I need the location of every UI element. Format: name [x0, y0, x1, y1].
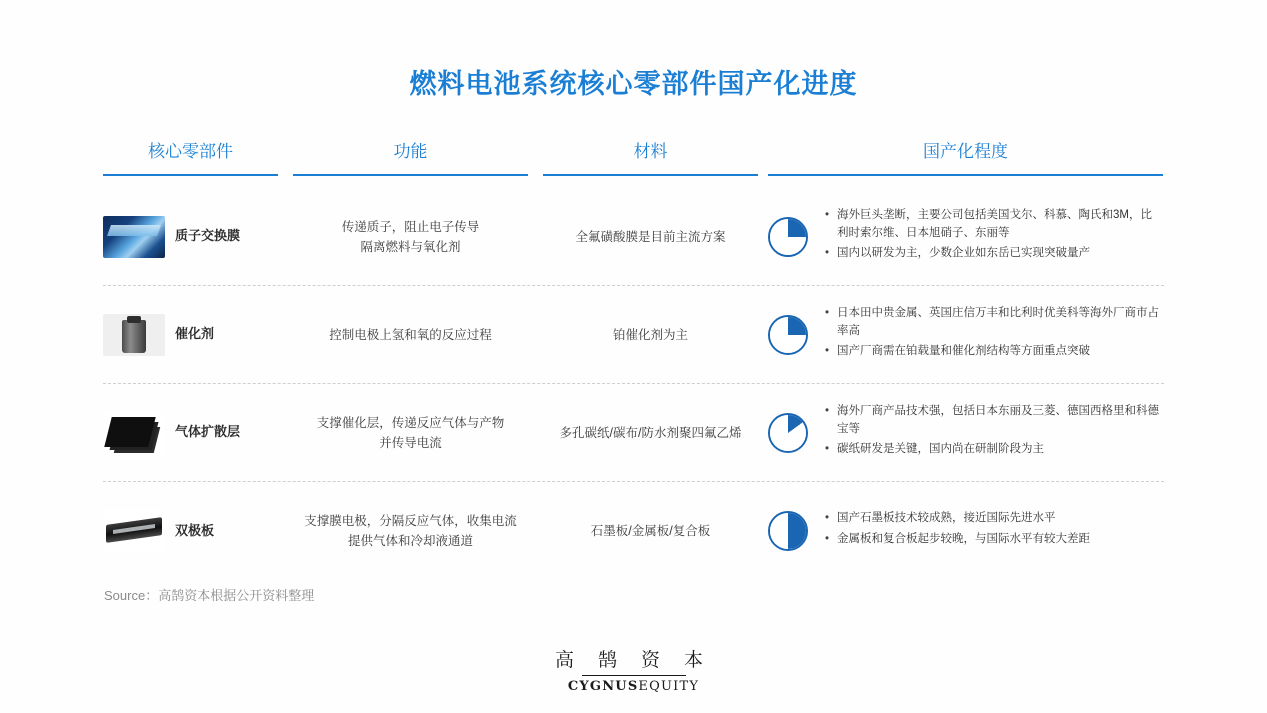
function-line: 支撑膜电极，分隔反应气体，收集电流 [304, 514, 517, 528]
cell-core-part [103, 510, 278, 552]
logo-english-bold: CYGNUS [567, 679, 639, 694]
cell-function [293, 217, 528, 257]
catalyst-bottle-thumbnail-icon [103, 314, 165, 356]
logo-english-rest: EQUITY [638, 679, 700, 694]
header-material [543, 137, 758, 188]
header-localization [768, 137, 1163, 188]
page-title: 燃料电池系统核心零部件国产化进度 [409, 69, 858, 99]
cell-material: 全氟磺酸膜是目前主流方案 [575, 229, 726, 244]
function-line: 并传导电流 [379, 435, 442, 450]
list-item: • 碳纸研发是关键，国内尚在研制阶段为主 [837, 441, 1163, 459]
cell-material: 石墨板/金属板/复合板 [590, 524, 711, 538]
function-line: 提供气体和冷却液通道 [347, 534, 473, 548]
list-item: • 海外厂商产品技术强，包括日本东丽及三菱、德国西格里和科德宝等 [837, 403, 1163, 439]
table-row [103, 384, 1164, 482]
pie-chart-icon [768, 413, 808, 453]
pie-wedge [770, 415, 806, 451]
membrane-thumbnail-icon [103, 216, 165, 258]
logo-divider [582, 675, 686, 676]
header-core-part [103, 137, 278, 188]
header-material-label: 材料 [633, 142, 668, 161]
cell-function [293, 511, 528, 551]
gas-diffusion-layer-thumbnail-icon [103, 412, 165, 454]
list-item: • 国产石墨板技术较成熟，接近国际先进水平 [837, 510, 1090, 528]
cell-localization [768, 510, 1163, 552]
pie-chart-icon [768, 315, 808, 355]
list-item: • 海外巨头垄断，主要公司包括美国戈尔、科慕、陶氏和3M，比利时索尔维、日本旭硝子、东丽等 [837, 207, 1163, 243]
header-rule [768, 174, 1163, 176]
company-logo [0, 645, 1267, 694]
header-rule [293, 174, 528, 176]
list-item: • 日本田中贵金属、英国庄信万丰和比利时优美科等海外厂商市占率高 [837, 305, 1163, 341]
header-rule [103, 174, 278, 176]
header-function [293, 137, 528, 188]
cell-core-part [103, 412, 278, 454]
list-item: • 国内以研发为主，少数企业如东岳已实现突破量产 [837, 245, 1163, 263]
cell-material: 多孔碳纸/碳布/防水剂聚四氟乙烯 [559, 425, 742, 440]
pie-chart-icon [768, 217, 808, 257]
cell-core-part [103, 216, 278, 258]
bipolar-plate-thumbnail-icon [103, 510, 165, 552]
table-header-row [103, 137, 1164, 188]
part-label: 质子交换膜 [175, 228, 241, 244]
source-note: Source：高鹄资本根据公开资料整理 [104, 588, 315, 603]
table-row [103, 188, 1164, 286]
list-item: • 金属板和复合板起步较晚，与国际水平有较大差距 [837, 531, 1090, 549]
localization-bullets [822, 510, 1090, 552]
cell-localization [768, 305, 1163, 364]
localization-bullets [822, 207, 1163, 266]
localization-bullets [822, 305, 1163, 364]
header-core-part-label: 核心零部件 [148, 142, 233, 161]
pie-wedge [770, 317, 806, 353]
cell-function [293, 413, 528, 453]
function-line: 隔离燃料与氧化剂 [360, 239, 461, 254]
localization-bullets [822, 403, 1163, 462]
cell-localization [768, 207, 1163, 266]
table-row [103, 286, 1164, 384]
table-row [103, 482, 1164, 580]
cell-core-part [103, 314, 278, 356]
part-label: 气体扩散层 [175, 424, 241, 440]
pie-wedge [770, 513, 806, 549]
part-label: 催化剂 [175, 326, 215, 342]
header-localization-label: 国产化程度 [923, 142, 1008, 161]
logo-english-name [0, 679, 1267, 694]
cell-function [293, 325, 528, 345]
part-label: 双极板 [175, 522, 215, 538]
logo-chinese-name: 高 鹄 资 本 [554, 649, 713, 671]
list-item: • 国产厂商需在铂载量和催化剂结构等方面重点突破 [837, 343, 1163, 361]
header-function-label: 功能 [393, 142, 428, 161]
function-line: 传递质子，阻止电子传导 [341, 219, 480, 234]
cell-localization [768, 403, 1163, 462]
header-rule [543, 174, 758, 176]
function-line: 支撑催化层，传递反应气体与产物 [316, 415, 505, 430]
cell-material: 铂催化剂为主 [612, 327, 688, 342]
pie-wedge [770, 219, 806, 255]
comparison-table [103, 137, 1164, 580]
pie-chart-icon [768, 511, 808, 551]
function-line: 控制电极上氢和氧的反应过程 [329, 327, 492, 342]
